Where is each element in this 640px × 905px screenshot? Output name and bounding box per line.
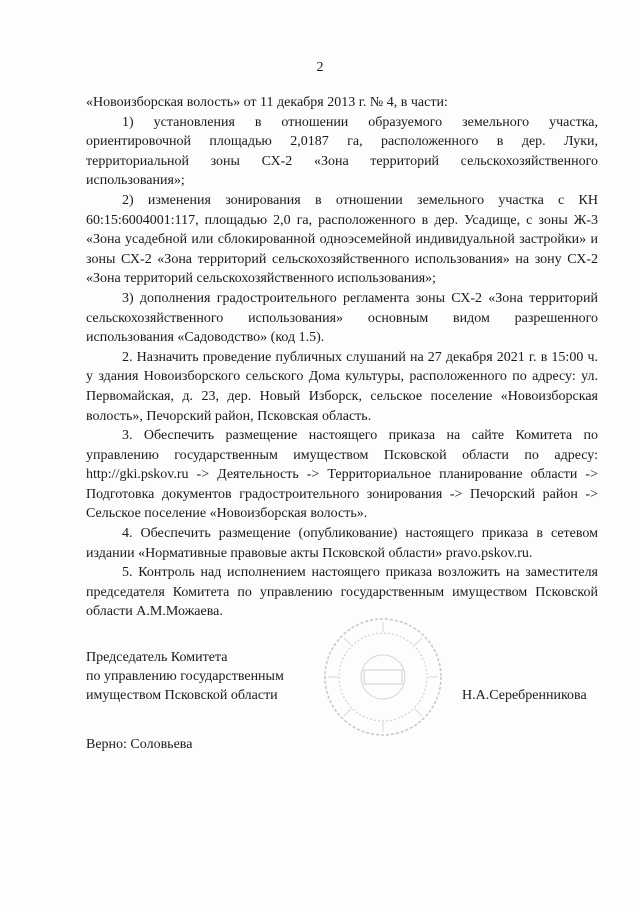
paragraph-intro: «Новоизборская волость» от 11 декабря 2013 г. № 4, в части: (86, 95, 448, 110)
paragraph-point-2: 2. Назначить проведение публичных слушаний на 27 декабря 2021 г. в 15:00 ч. у здания Новоизборского сельского Дома культуры, расположенного по адресу: ул. Первомайская, д. 23, дер. Новый Изборск, сельское поселение «Новоизборская волость», Печорский район, Псковская область. (86, 349, 598, 424)
document-body (86, 93, 598, 622)
paragraph-point-3: 3. Обеспечить размещение настоящего приказа на сайте Комитета по управлению государственным имуществом Псковской области по адресу: http://gki.pskov.ru -> Деятельность -> Территориальное планирование области -> Подготовка документов градостроительного зонирования -> Печорский район -> Сельское поселение «Новоизборская волость». (86, 428, 598, 522)
signatory-name: Н.А.Серебренникова (462, 688, 587, 703)
page-number: 2 (316, 60, 324, 75)
paragraph-point-4: 4. Обеспечить размещение (опубликование) настоящего приказа в сетевом издании «Нормативные правовые акты Псковской области» pravo.pskov.ru. (86, 526, 598, 561)
signature-title (86, 648, 326, 705)
paragraph-item-2: 2) изменения зонирования в отношении земельного участка с КН 60:15:6004001:117, площадью 2,0 га, расположенного в дер. Усадище, с зоны Ж-3 «Зона усадебной или сблокированной одноэсемейной индивидуальной застройки» и зоны СХ-2 «Зона территорий сельскохозяйственного использования» на зону СХ-2 «Зона территорий сельскохозяйственного использования»; (86, 192, 598, 287)
paragraph-item-3: 3) дополнения градостроительного регламента зоны СХ-2 «Зона территорий сельскохозяйственного использования» основным видом разрешенного использования «Садоводство» (код 1.5). (86, 290, 598, 346)
official-stamp-icon (320, 614, 446, 740)
signature-title-line: имуществом Псковской области (86, 688, 278, 703)
paragraph-point-5: 5. Контроль над исполнением настоящего приказа возложить на заместителя председателя Комитета по управлению государственным имуществом Псковской области А.М.Можаева. (86, 565, 598, 620)
certified-copy-note: Верно: Соловьева (86, 737, 193, 752)
paragraph-item-1: 1) установления в отношении образуемого земельного участка, ориентировочной площадью 2,0187 га, расположенного в дер. Луки, территориальной зоны СХ-2 «Зона территорий сельскохозяйственного использования»; (86, 114, 598, 189)
signature-title-line: по управлению государственным (86, 669, 284, 684)
signature-title-line: Председатель Комитета (86, 650, 228, 665)
